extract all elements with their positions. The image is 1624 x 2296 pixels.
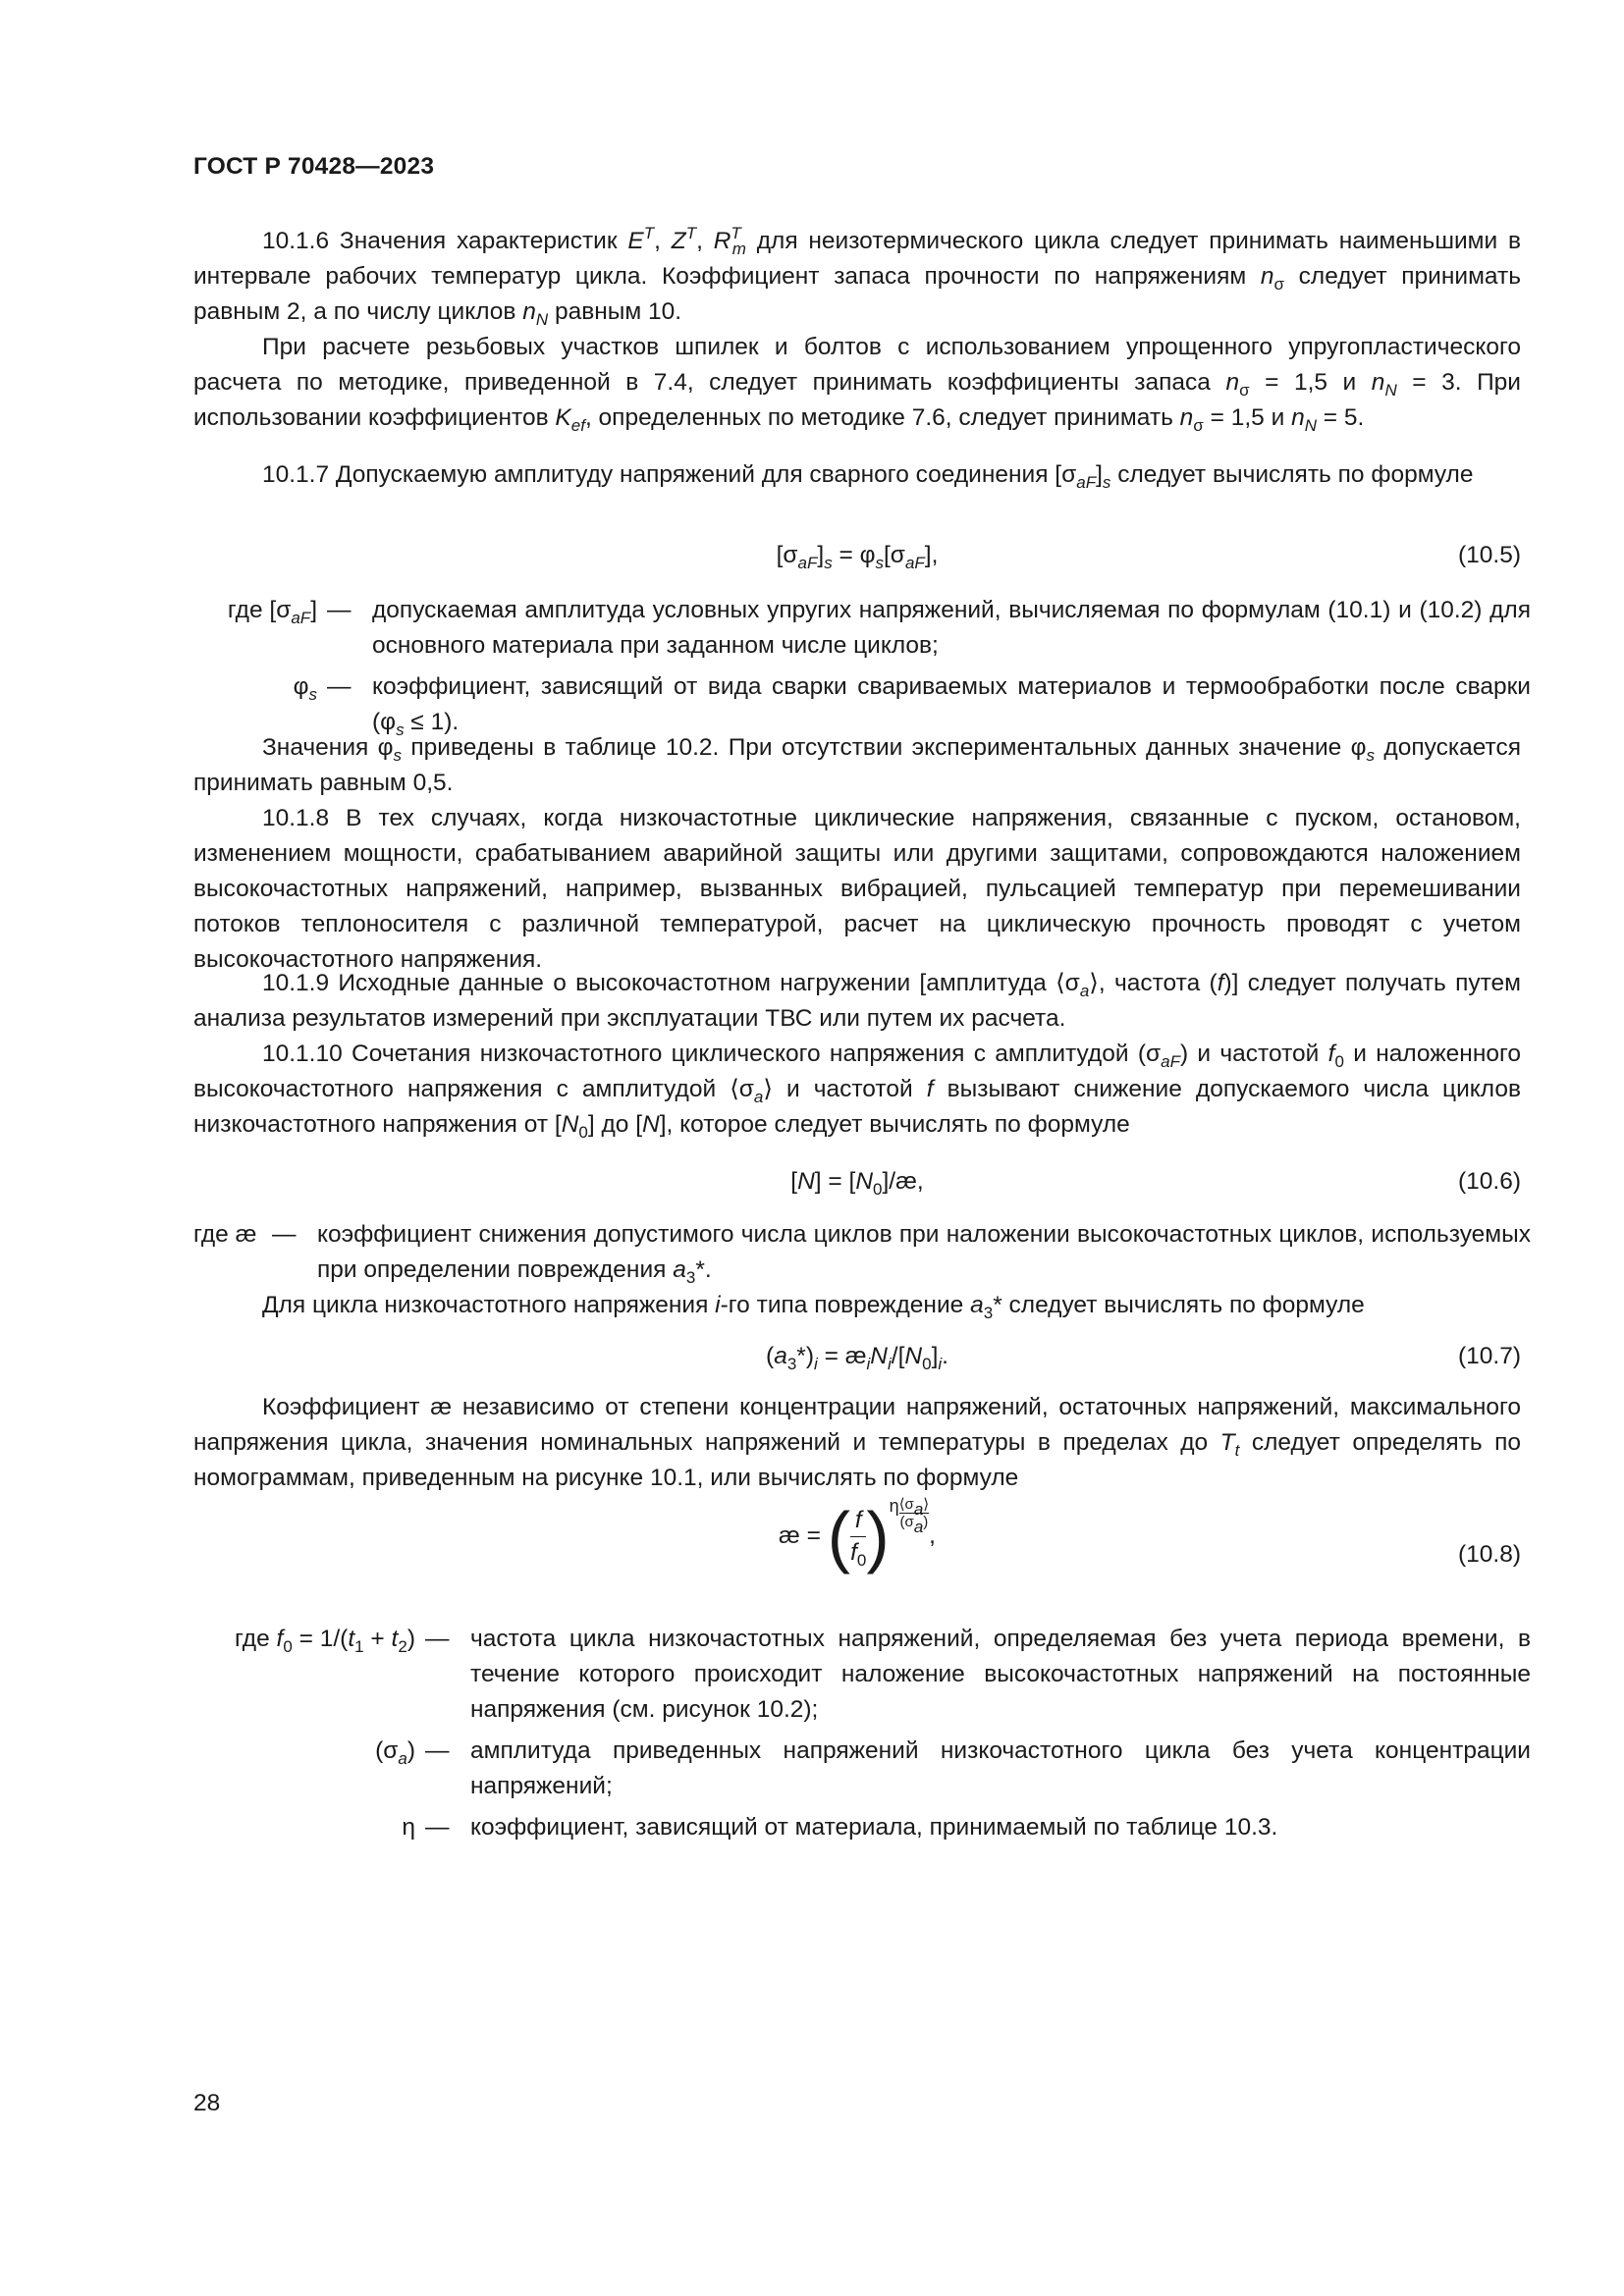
paragraph-10-1-9: 10.1.9 Исходные данные о высокочастотном нагружении [амплитуда $⟨\sigma_a⟩$, частота (f)] следует получать путем анализа результатов измерений при эксплуатации ТВС или путем их расчета. bbox=[193, 970, 1522, 1032]
paragraph-10-1-7: 10.1.7 Допускаемую амплитуду напряжений для сварного соединения $[\sigma_{aF}]_s$ следует вычислять по формуле bbox=[262, 461, 1474, 492]
definition-row: η — коэффициент, зависящий от материала, принимаемый по таблице 10.3. bbox=[402, 1814, 1278, 1841]
page-number: 28 bbox=[193, 2090, 221, 2116]
formula-10-8 bbox=[193, 1496, 1521, 1610]
paragraph-coefficient-ae: Коэффициент æ независимо от степени концентрации напряжений, остаточных напряжений, максимального напряжения цикла, значения номинальных напряжений и температуры в пределах до $T_t$ следует определять по номограммам, приведенным на рисунке 10.1, или вычислять по формуле bbox=[193, 1394, 1521, 1491]
definition-row: где $[\sigma_{aF}]$ — допускаемая амплитуда условных упругих напряжений, вычисляемая по формулам (10.1) и (10.2) для основного материала при заданном числе циклов; bbox=[227, 597, 1531, 659]
formula-10-7-number: (10.7) bbox=[1457, 1343, 1521, 1369]
definition-row: $(\sigma_a)$ — амплитуда приведенных напряжений низкочастотного цикла без учета концентрации напряжений; bbox=[375, 1737, 1531, 1799]
definitions-10-5 bbox=[193, 593, 1531, 740]
formula-10-8-expression: æ = ( $\frac{f}{f_0}$ )η $\frac{⟨\sigma_a⟩}{(\sigma_a)}$, bbox=[779, 1496, 936, 1575]
paragraph-10-1-6: 10.1.6 Значения характеристик $E^T$, $Z^T$, $R^T_m$ для неизотермического цикла следует принимать наименьшими в интервале рабочих температур цикла. Коэффициент запаса прочности по напряжениям $n_\sigma$ следует принимать равным 2, а по числу циклов $n_N$ равным 10. bbox=[193, 223, 1521, 329]
formula-10-5 bbox=[193, 538, 1521, 577]
formula-10-7-expression: $(a_3*)_i$ = $æ_iN_i/[N_0]_i$. bbox=[766, 1343, 948, 1373]
formula-10-5-number: (10.5) bbox=[1457, 542, 1521, 568]
definition-row: где æ — коэффициент снижения допустимого числа циклов при наложении высокочастотных циклов, используемых при определении повреждения $a_3*$. bbox=[193, 1221, 1531, 1287]
formula-10-7 bbox=[193, 1339, 1521, 1378]
document-header: ГОСТ Р 70428—2023 bbox=[193, 153, 435, 180]
paragraph-damage-a3: Для цикла низкочастотного напряжения i-го типа повреждение $a_3*$ следует вычислять по формуле bbox=[262, 1292, 1365, 1322]
definition-row: где $f_0 = 1/(t_1 + t_2)$ — частота цикла низкочастотных напряжений, определяемая без учета периода времени, в течение которого происходит наложение высокочастотных напряжений на постоянные напряжения (см. рисунок 10.2); bbox=[234, 1626, 1531, 1723]
formula-10-5-expression: $[\sigma_{aF}]_s = \varphi_s[\sigma_{aF}]$, bbox=[776, 542, 939, 572]
definition-row: $\varphi_s$ — коэффициент, зависящий от вида сварки свариваемых материалов и термообработки после сварки $(\varphi_s \le 1)$. bbox=[293, 673, 1531, 739]
formula-10-6 bbox=[193, 1164, 1521, 1203]
formula-10-8-number: (10.8) bbox=[1457, 1541, 1521, 1568]
definitions-10-8 bbox=[193, 1622, 1531, 1845]
paragraph-10-1-8: 10.1.8 В тех случаях, когда низкочастотные циклические напряжения, связанные с пуском, остановом, изменением мощности, срабатыванием аварийной защиты или другими защитами, сопровождаются наложением высокочастотных напряжений, например, вызванных вибрацией, пульсацией температур при перемешивании потоков теплоносителя с различной температурой, расчет на циклическую прочность проводят с учетом высокочастотного напряжения. bbox=[193, 805, 1521, 973]
formula-10-6-expression: $[N] = [N_0]/æ$, bbox=[790, 1168, 924, 1199]
paragraph-10-1-10: 10.1.10 Сочетания низкочастотного циклического напряжения с амплитудой $(\sigma_{aF})$ и частотой $f_0$ и наложенного высокочастотного напряжения с амплитудой $⟨\sigma_a⟩$ и частотой f вызывают снижение допускаемого числа циклов низкочастотного напряжения от $[N_0]$ до [N], которое следует вычислять по формуле bbox=[193, 1041, 1521, 1142]
definitions-10-6 bbox=[193, 1217, 1531, 1288]
paragraph-threaded-parts: При расчете резьбовых участков шпилек и болтов с использованием упрощенного упругопластического расчета по методике, приведенной в 7.4, следует принимать коэффициенты запаса $n_\sigma = 1,5$ и $n_N = 3$. При использовании коэффициентов $K_{ef}$, определенных по методике 7.6, следует принимать $n_\sigma = 1,5$ и $n_N = 5$. bbox=[193, 334, 1521, 435]
formula-10-6-number: (10.6) bbox=[1457, 1168, 1521, 1195]
paragraph-phi-values: Значения $\varphi_s$ приведены в таблице 10.2. При отсутствии экспериментальных данных значение $\varphi_s$ допускается принимать равным 0,5. bbox=[193, 734, 1521, 796]
